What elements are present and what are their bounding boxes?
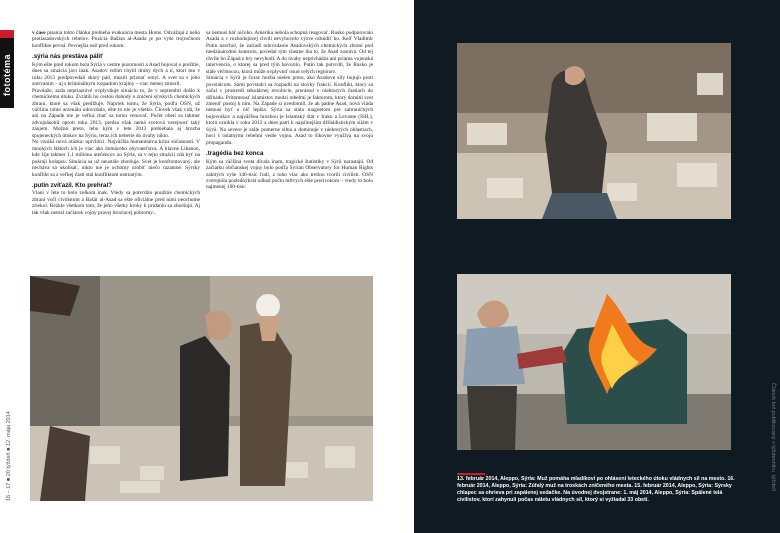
section-tab-label: fototéma [2,54,12,96]
article-column-1 [32,30,200,216]
subheading: .tragédia bez konca [206,150,264,158]
intro-paragraph: písania tohto článku prebieha evakuácia mesta Homs. Odvážajú z neho protiasadovských rebelov. Pozícia Bašára al-Asada je po vyše trojročnom konflikte pevná. Pevnejšia než pred rokom. [32,30,200,49]
paragraph: Kým sa väčšina sveta dívala inam, tragické štatistiky v Sýrii narastajú. Od začiatku občianskej vojny bolo podľa Syrian Observatory for Human Rights zabitých vyše 146-tisíc ľudí, z toho viac ako tretinu tvorili civilisti. OSN zverejnila poslednýkrát odhad počtu mŕtvych ešte pred rokom – vtedy to bolo najmenej 100-tisíc [206,158,373,191]
paragraph: No vzniká nová otázka: uprchlíci. Najväčšia humanitárna kríza súčasnosti. V mnohých štátoch ich je viac ako domáceho obyvateľstva. A hlavne Libanon, kde žije takmer 1,1 milióna utečencov zo Sýrie, sa v tejto situácii zdá byť na pokraji kolapsu. Situácia sa už neustále zhoršuje. Svet je konfrontovaný, ale necháva sa ukolísať, nikto nie je ochotný urobiť niečo razantné. Sýrsky konflikt sa z veľkej časti stal konfliktom ustrnutým. [32,139,200,178]
paragraph: Pravdaže, azda nepriaznivé ovplyvňuje situáciu to, že v septembri došlo k chemickému útoku. Zvrátili ho cestou dohody o zničení sýrskych chemických zbraní, ktoré sa však predlžuje. Napriek tomu, že Sýria, podľa OSN, už väčšinu tohto arzenálu odovzdala, ešte to nie je všetko. Človek však vidí, že ani na Západe nie je veľká chuť sa tomu venovať. Počet obetí sa takmer zdvojnásobil oproti roku 2013, predsa však nemá svetová verejnosť taký záujem. Možno preto, lebo kým v lete 2013 prebiehala aj hrozba spojeneckých útokov na Sýriu, teraz ich neberie do úvahy nikto. [32,87,200,139]
credit-text: Článok bol publikovaný v týždenníku .týždeň [770,383,776,492]
paragraph: Kým ešte pred rokom bola Sýria v centre pozornosti a Asad bojoval o prežitie, dnes sa situácia javí inak. Asadov režim chytil druhý dych a tí, ktorí mu v roku 2013 predpovedali skorý pád, musili priznať omyl. A svet sa s jeho zotrvaním – aj s kriminálnym rozpadom krajiny – viac menej zmieril. [32,61,200,88]
paragraph: Vlani v lete to bolo celkom inak. Vtedy sa potvrdilo použitie chemických zbraní voči civilistom a Bašár al-Asad sa ešte oficiálne pred nimi neochotne zriekol. Bezkle všetkom tom, že jeho všetky kroky k pridaniu sa zhoršujú. Aj tak však nemal začiatok vojny pravej hroziacej pohromy... [32,190,200,216]
photo-boy-illustration [457,274,731,450]
paragraph: sa nemusí báť ničoho. Amerika nebola schopná reagovať. Rusko podporovalo Asada a v rozhodujúcej chvíli nevyhovelo výzve odsúdiť ho. Keď Vladimír Putin navrhol, že zariadi odovzdanie Asadovských chemických zbraní pod medzinárodnú kontrolu, povedal tým vlastne iba to, že Asad zostáva. Od tej chvíle ho Západ z hry nevyhodí. A do úvahy neprichádza ani priama vojenská intervencia, o ktorej sa pred tým hovorilo. Putin tak potvrdil, že Rusko je stále veľmocou, ktorá môže ovplyvniť osud celých regiónov. [206,30,373,75]
subheading: .sýria nás prestáva páliť [32,53,104,61]
photo-despair-illustration [457,43,731,219]
page-credit [768,383,778,510]
caption-accent-rule [457,473,485,475]
article-column-2 [206,30,373,191]
intro-lead: v čase [32,30,46,36]
paragraph: Situácia v Sýrii je čoraz horšia nielen preto, ako Asadove sily bojujú proti povstalcom. Sami povstalci sa rozpadli na stovky frakcií. Konflikt, ktorý sa začal v prostredí sekulárnej revolúcie, prerástol v niektorých častiach do džihádu. Prítomnosť islamistov medzi rebelmi je faktorom, ktorý donútil svet zmeniť postoj k nim. Na Západe si uvedomili, že ak padne Asad, nová vláda nemusí byť o nič lepšia. Sýria sa stala magnetom pre zahraničných bojovníkov a najväčšou hrozbou je Islamský štát v Iraku a Levante (ISIL), ktorá vznikla v roku 2013 a dnes patrí k najsilnejším džihádistickým silám v Sýrii. Na severe je stále pomerne silná a dominuje v niektorých oblastiach, hoci s ostatnými rebelmi vedie vojnu. Asad to šikovne využíva na svoju propagandu. [206,75,373,146]
photo-caption: 13. február 2014, Aleppo, Sýria: Muž pomáha mladíkovi po ohlásení leteckého útoku vládnych síl na mesto. 16. február 2014, Aleppo, Sýria: Zúfalý muž na troskách zničeného mesta. 15. február 2014, Aleppo, Sýria: Sýrsky chlapec sa ohrieva pri zapálenej sedačke. Na úvodnej dvojstrane: 1. máj 2014, Aleppo, Sýria: Spálené telá civilistov, ktorí zahynuli počas náletu vládnych síl, ktorý si vyžiadal 33 obetí. [457,476,735,503]
section-tab-accent [0,30,14,38]
photo-despair-rubble [457,43,731,219]
photo-rescue-rubble [30,276,373,501]
section-tab [0,30,14,108]
photo-rescue-illustration [30,276,373,501]
page-folio [2,353,12,503]
folio-text: 16 – 17 ■ 20 týždeň ■ 12. mája 2014 [6,411,12,501]
photo-boy-burning-sofa [457,274,731,450]
subheading: .putin zvíťazil. Kto prehral? [32,181,112,189]
